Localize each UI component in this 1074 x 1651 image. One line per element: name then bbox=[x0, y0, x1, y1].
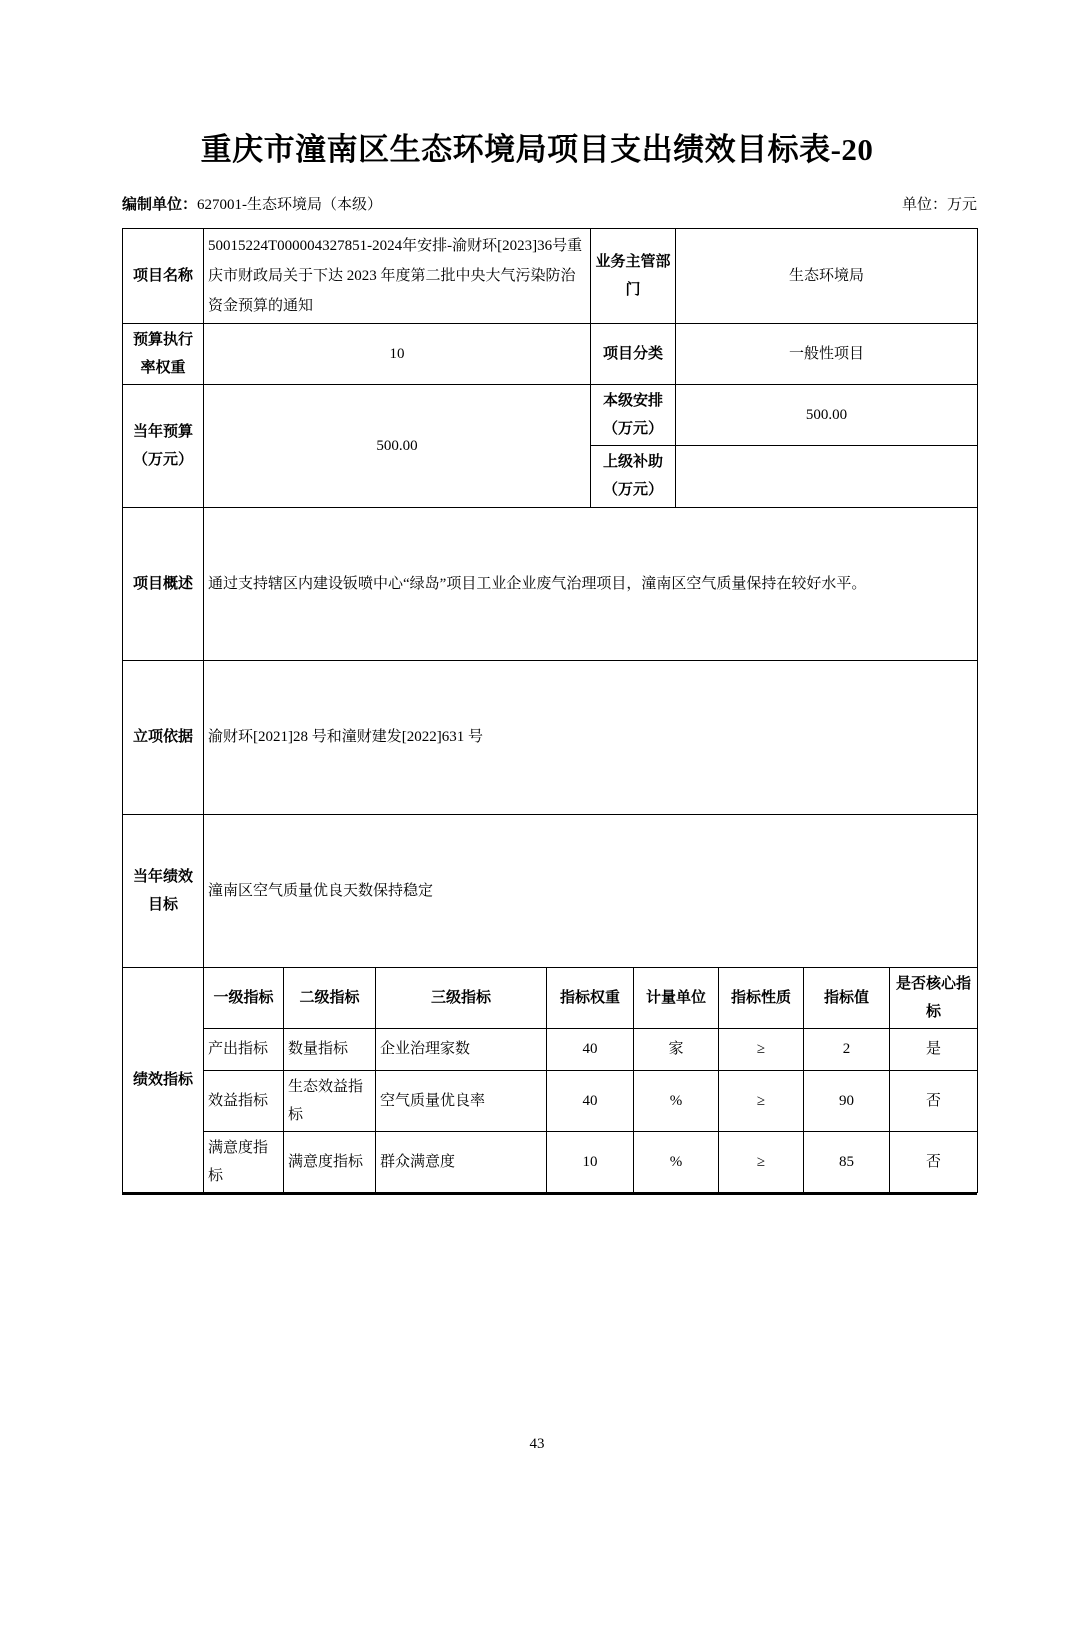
local-arrangement-value: 500.00 bbox=[676, 384, 978, 445]
indicator-level1-cell: 效益指标 bbox=[204, 1070, 284, 1131]
indicator-nature-cell: ≥ bbox=[719, 1028, 804, 1070]
header-weight: 指标权重 bbox=[547, 967, 634, 1028]
indicator-value-cell: 90 bbox=[804, 1070, 890, 1131]
annual-goal-row bbox=[123, 814, 978, 967]
overview-label: 项目概述 bbox=[123, 507, 204, 660]
project-name-label: 项目名称 bbox=[123, 228, 204, 323]
header-core: 是否核心指标 bbox=[890, 967, 978, 1028]
indicators-table bbox=[122, 967, 978, 1193]
basis-label: 立项依据 bbox=[123, 660, 204, 814]
indicator-weight-cell: 10 bbox=[547, 1131, 634, 1192]
basis-value: 渝财环[2021]28 号和潼财建发[2022]631 号 bbox=[204, 660, 978, 814]
indicator-unit-cell: % bbox=[634, 1070, 719, 1131]
header-unit: 计量单位 bbox=[634, 967, 719, 1028]
indicator-unit-cell: 家 bbox=[634, 1028, 719, 1070]
annual-budget-value: 500.00 bbox=[204, 384, 591, 507]
category-label: 项目分类 bbox=[591, 323, 676, 384]
header-level2: 二级指标 bbox=[284, 967, 376, 1028]
annual-goal-value: 潼南区空气质量优良天数保持稳定 bbox=[204, 814, 978, 967]
indicator-level3-cell: 空气质量优良率 bbox=[376, 1070, 547, 1131]
project-info-table bbox=[122, 228, 978, 968]
meta-row bbox=[122, 195, 977, 215]
indicator-core-cell: 否 bbox=[890, 1070, 978, 1131]
annual-budget-label: 当年预算（万元） bbox=[123, 384, 204, 507]
budget-row bbox=[123, 384, 978, 445]
project-name-value: 50015224T000004327851-2024年安排-渝财环[2023]36号重庆市财政局关于下达 2023 年度第二批中央大气污染防治资金预算的通知 bbox=[204, 228, 591, 323]
indicator-row-satisfaction bbox=[123, 1131, 978, 1192]
execution-weight-label: 预算执行率权重 bbox=[123, 323, 204, 384]
indicator-level2-cell: 生态效益指标 bbox=[284, 1070, 376, 1131]
prepared-by-value: 627001-生态环境局（本级） bbox=[197, 196, 383, 213]
indicator-level2-cell: 数量指标 bbox=[284, 1028, 376, 1070]
indicator-nature-cell: ≥ bbox=[719, 1070, 804, 1131]
indicator-core-cell: 否 bbox=[890, 1131, 978, 1192]
execution-weight-value: 10 bbox=[204, 323, 591, 384]
indicator-level1-cell: 满意度指标 bbox=[204, 1131, 284, 1192]
performance-target-table bbox=[122, 228, 977, 1195]
basis-row bbox=[123, 660, 978, 814]
indicator-core-cell: 是 bbox=[890, 1028, 978, 1070]
superior-subsidy-value bbox=[676, 445, 978, 507]
overview-value: 通过支持辖区内建设钣喷中心“绿岛”项目工业企业废气治理项目，潼南区空气质量保持在较好水平。 bbox=[204, 507, 978, 660]
department-label: 业务主管部门 bbox=[591, 228, 676, 323]
header-value: 指标值 bbox=[804, 967, 890, 1028]
category-value: 一般性项目 bbox=[676, 323, 978, 384]
page-number: 43 bbox=[529, 1435, 545, 1452]
indicator-nature-cell: ≥ bbox=[719, 1131, 804, 1192]
annual-goal-label: 当年绩效目标 bbox=[123, 814, 204, 967]
indicator-level2-cell: 满意度指标 bbox=[284, 1131, 376, 1192]
page-title: 重庆市潼南区生态环境局项目支出绩效目标表-20 bbox=[200, 132, 874, 167]
indicator-row-benefit bbox=[123, 1070, 978, 1131]
overview-row bbox=[123, 507, 978, 660]
indicator-weight-cell: 40 bbox=[547, 1070, 634, 1131]
department-value: 生态环境局 bbox=[676, 228, 978, 323]
indicator-level3-cell: 群众满意度 bbox=[376, 1131, 547, 1192]
header-level3: 三级指标 bbox=[376, 967, 547, 1028]
project-name-row bbox=[123, 228, 978, 323]
unit-note: 单位：万元 bbox=[901, 196, 977, 213]
indicators-header-row bbox=[123, 967, 978, 1028]
superior-subsidy-label: 上级补助（万元） bbox=[591, 445, 676, 507]
indicator-value-cell: 85 bbox=[804, 1131, 890, 1192]
prepared-by bbox=[122, 195, 382, 215]
indicator-level3-cell: 企业治理家数 bbox=[376, 1028, 547, 1070]
header-nature: 指标性质 bbox=[719, 967, 804, 1028]
indicator-weight-cell: 40 bbox=[547, 1028, 634, 1070]
weight-category-row bbox=[123, 323, 978, 384]
indicators-section-label: 绩效指标 bbox=[123, 967, 204, 1192]
indicator-row-output bbox=[123, 1028, 978, 1070]
header-level1: 一级指标 bbox=[204, 967, 284, 1028]
prepared-by-label: 编制单位： bbox=[122, 195, 198, 213]
indicator-level1-cell: 产出指标 bbox=[204, 1028, 284, 1070]
indicator-unit-cell: % bbox=[634, 1131, 719, 1192]
local-arrangement-label: 本级安排（万元） bbox=[591, 384, 676, 445]
indicator-value-cell: 2 bbox=[804, 1028, 890, 1070]
